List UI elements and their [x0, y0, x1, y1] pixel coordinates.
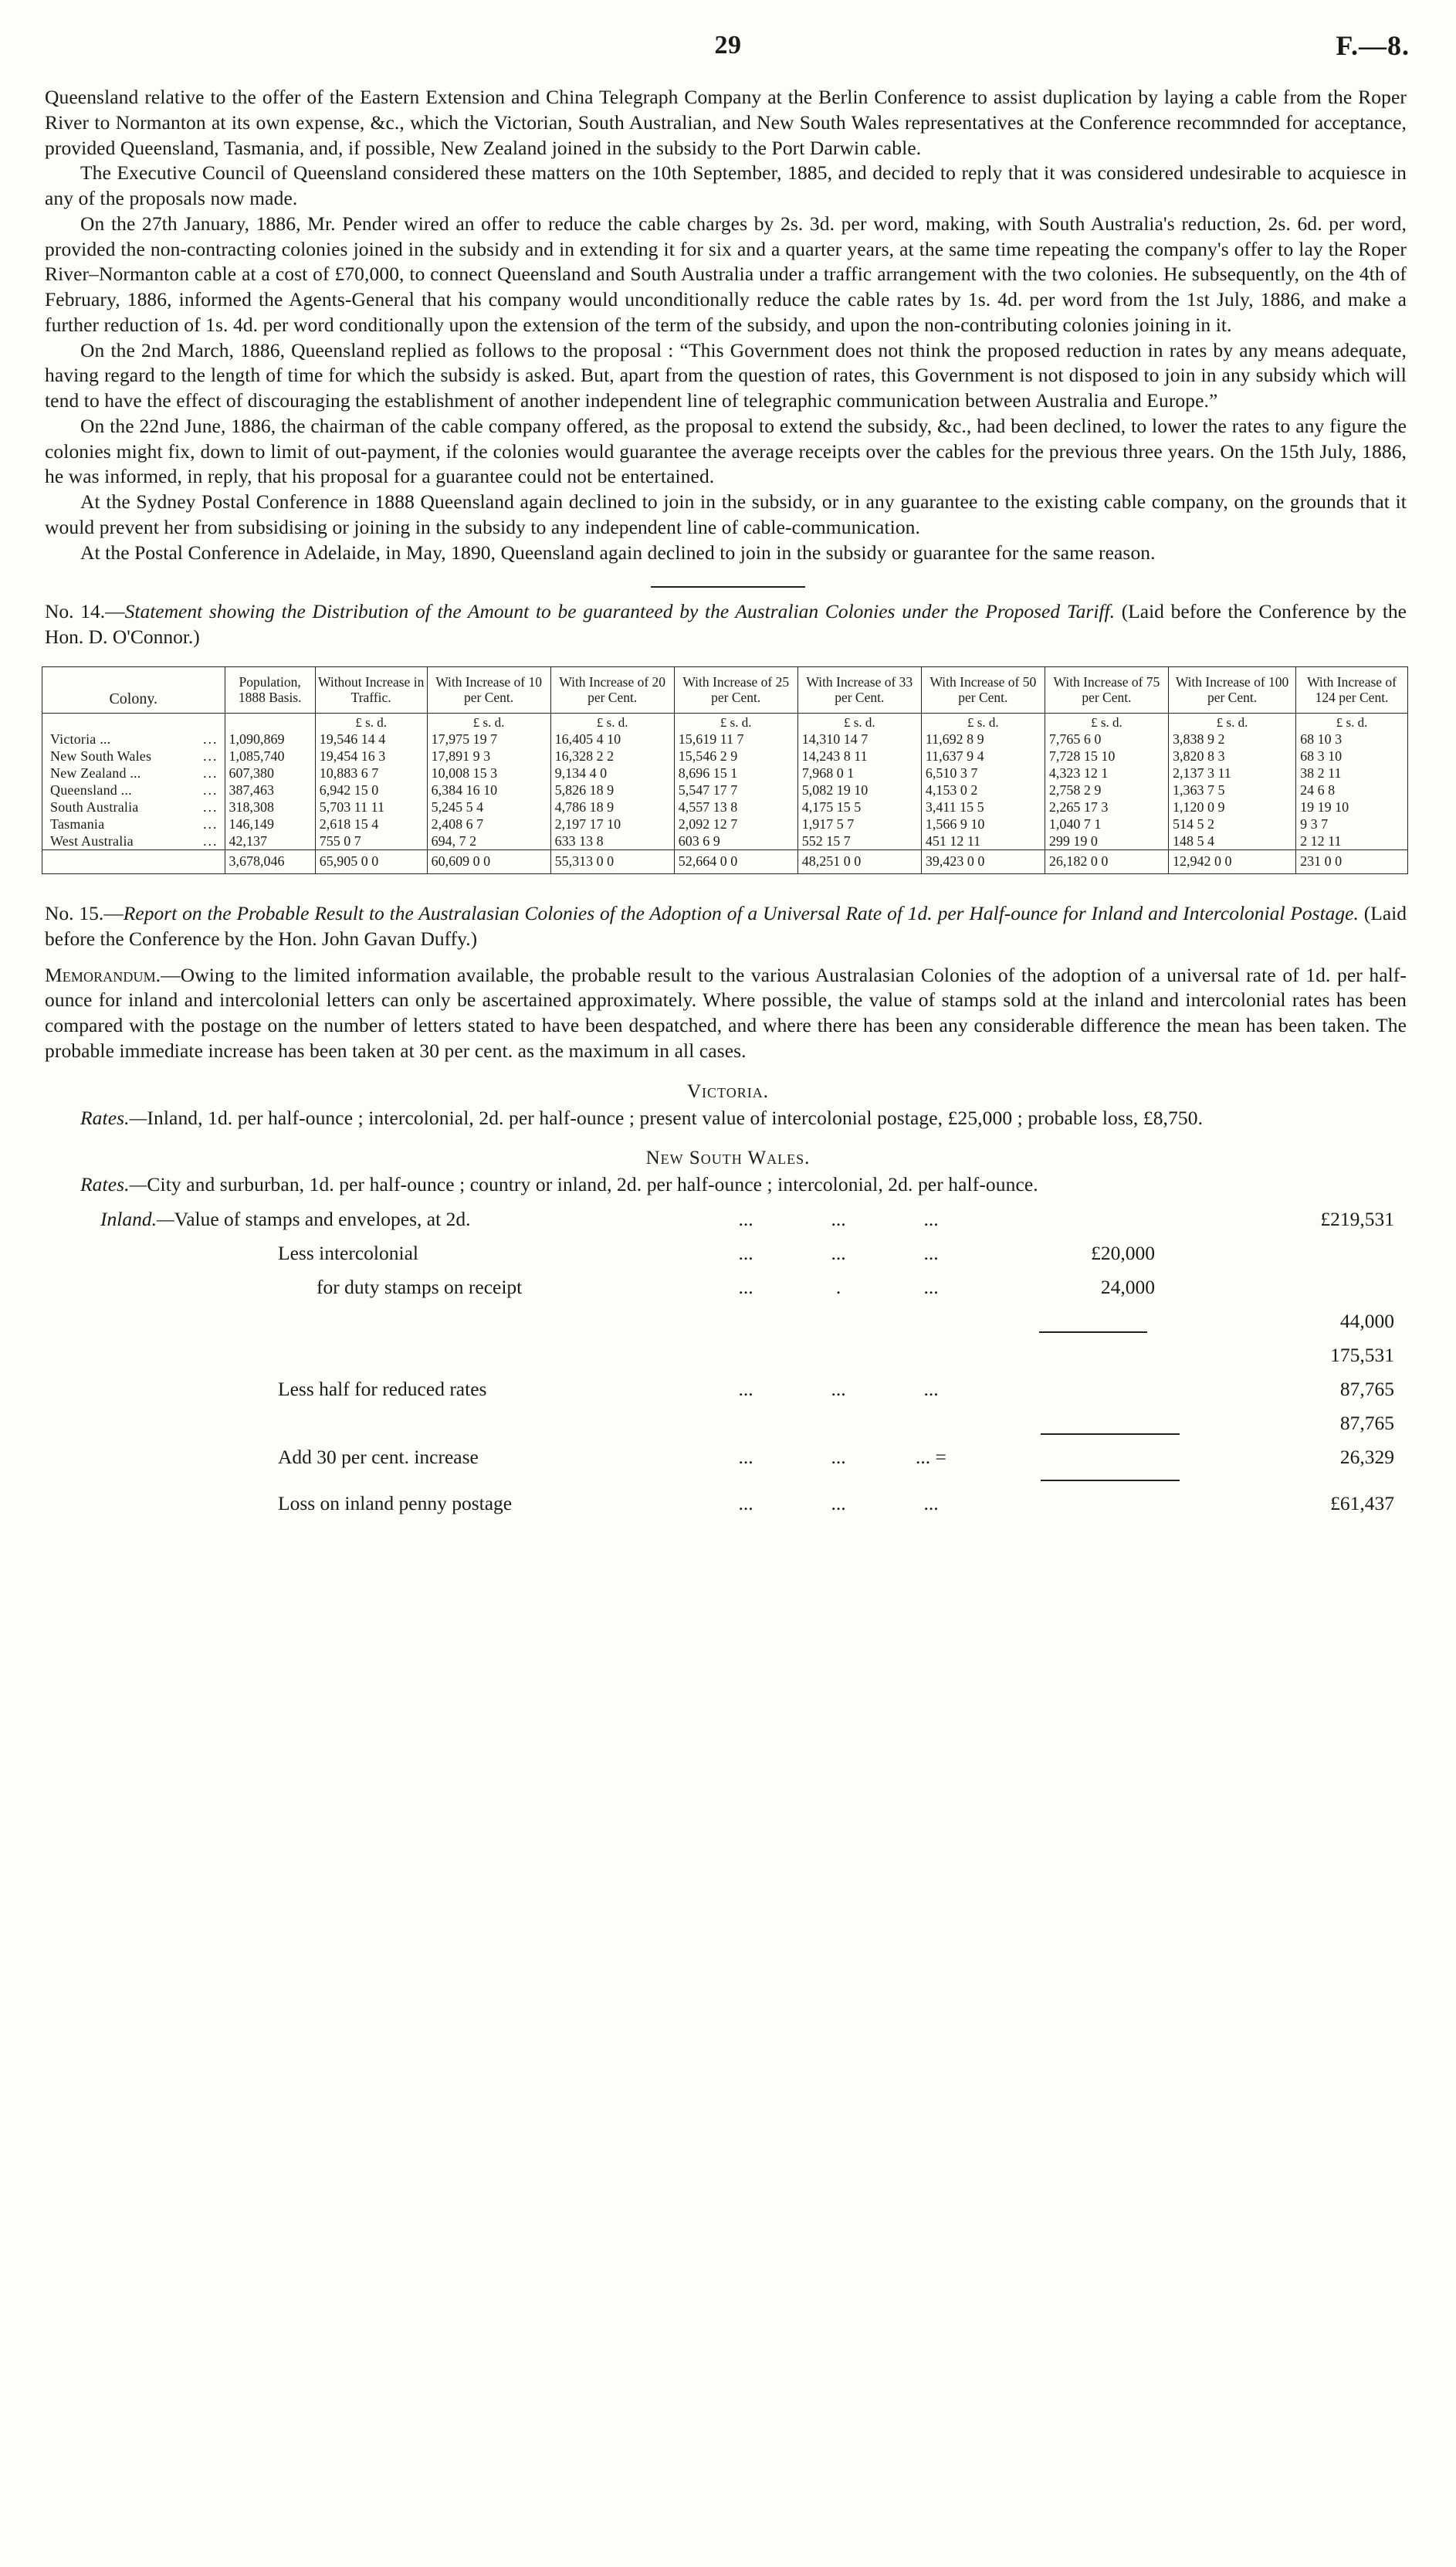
colony-name: South Australia [50, 799, 139, 815]
sd-c100: £ s. d. [1168, 714, 1295, 731]
ledger-final-rule [1041, 1480, 1180, 1481]
ledger-label-less-half: Less half for reduced rates [278, 1378, 487, 1401]
ledger-amount1 [977, 1372, 1201, 1406]
item-15-laid-before: (Laid before the Conference by the Hon. John Gavan Duffy.) [45, 902, 1407, 951]
sd-c10: £ s. d. [427, 714, 550, 731]
memorandum-paragraph [39, 963, 1417, 1064]
ledger-subtotal-44000: 44,000 [1339, 1310, 1394, 1333]
paragraph-1: Queensland relative to the offer of the Eastern Extension and China Telegraph Company at the Berlin Conference to assist duplication by laying a cable from the Roper River to Normanton at its own expense, &c., which the Victorian, South Australian, and New South Wales representatives at the Conference recommnded for acceptance, provided Queensland, Tasmania, and, if possible, New Zealand joined in the subsidy to the Port Darwin cable. [45, 86, 1407, 159]
cell-c50: 1,566 9 10 [921, 816, 1045, 832]
cell-colony [42, 816, 225, 832]
ledger-dots1: ... [738, 1208, 753, 1231]
section-divider [651, 586, 805, 588]
cell-c20: 16,405 4 10 [550, 731, 674, 748]
ledger-dots1: ... [738, 1242, 753, 1265]
cell-c25: 8,696 15 1 [674, 765, 797, 782]
item-15-number: No. 15.— [45, 902, 124, 925]
cell-c33: 7,968 0 1 [797, 765, 921, 782]
ledger-italic-inland: Inland.— [100, 1208, 174, 1231]
ledger-dots1: ... [738, 1446, 753, 1469]
ledger-dots3: ... [923, 1492, 939, 1515]
cell-c33: 1,917 5 7 [797, 816, 921, 832]
cell-c0: 10,883 6 7 [315, 765, 427, 782]
ledger-label-less-intercolonial: Less intercolonial [278, 1242, 418, 1265]
leader-dots: ... [203, 748, 218, 764]
cell-c124: 68 10 3 [1296, 731, 1408, 748]
ledger-dots2: ... [831, 1378, 846, 1401]
cell-colony [42, 799, 225, 816]
item-14-laid-before: (Laid before the Conference by the Hon. D. O'Connor.) [45, 599, 1407, 648]
cell-c20: 2,197 17 10 [550, 816, 674, 832]
cell-c0: 19,546 14 4 [315, 731, 427, 748]
th-increase-75: With Increase of 75 per Cent. [1045, 666, 1168, 713]
cell-c10: 17,975 19 7 [427, 731, 550, 748]
cell-c10: 2,408 6 7 [427, 816, 550, 832]
ledger-dots3: ... [923, 1276, 939, 1299]
cell-c124: 24 6 8 [1296, 782, 1408, 799]
paragraph-2: The Executive Council of Queensland considered these matters on the 10th September, 1885, and decided to reply that it was considered undesirable to acquiesce in any of the proposals now made. [45, 161, 1407, 210]
th-increase-25: With Increase of 25 per Cent. [674, 666, 797, 713]
ledger-label-add30: Add 30 per cent. increase [278, 1446, 479, 1469]
item-15-heading [45, 900, 1407, 951]
colony-name: Victoria ... [50, 731, 111, 747]
ledger-amount2 [1201, 1236, 1417, 1270]
nsw-rates-text: City and surburban, 1d. per half-ounce ; country or inland, 2d. per half-ounce ; intercolonial, 2d. per half-ounce. [147, 1173, 1038, 1196]
sd-c75: £ s. d. [1045, 714, 1168, 731]
cell-c0: 19,454 16 3 [315, 748, 427, 765]
ledger-amount1 [977, 1487, 1201, 1521]
ledger-amount-87765: 87,765 [1339, 1378, 1394, 1401]
cell-c25: 2,092 12 7 [674, 816, 797, 832]
ledger-row-less-intercolonial [39, 1236, 1417, 1270]
cell-population: 146,149 [225, 816, 315, 832]
th-increase-124: With Increase of 124 per Cent. [1296, 666, 1408, 713]
leader-dots: ... [203, 816, 218, 832]
cell-c124: 38 2 11 [1296, 765, 1408, 782]
totals-c100: 12,942 0 0 [1168, 850, 1295, 874]
totals-c124: 231 0 0 [1296, 850, 1408, 874]
ledger-rule-row-1 [39, 1304, 1417, 1338]
victoria-rates [39, 1106, 1417, 1131]
cell-c10: 6,384 16 10 [427, 782, 550, 799]
page-content [39, 31, 1417, 1521]
cell-colony [42, 782, 225, 799]
colony-name: New South Wales [50, 748, 152, 764]
ledger-rule-spacer-3 [39, 1474, 1201, 1487]
nsw-ledger-table [39, 1202, 1417, 1521]
cell-population: 387,463 [225, 782, 315, 799]
table-row [42, 799, 1408, 816]
nsw-heading: New South Wales. [645, 1148, 811, 1169]
paragraph-6: At the Sydney Postal Conference in 1888 Queensland again declined to join in the subsidy, or in any guarantee to the existing cable company, on the grounds that it would prevent her from subsidising or joining in the subsidy to any independent line of cable-communication. [45, 490, 1407, 539]
ledger-text-inland: Value of stamps and envelopes, at 2d. [174, 1208, 471, 1231]
cell-c20: 16,328 2 2 [550, 748, 674, 765]
cell-c100: 1,120 0 9 [1168, 799, 1295, 816]
totals-label [42, 850, 225, 874]
ledger-dots1: ... [738, 1492, 753, 1515]
th-colony: Colony. [42, 666, 225, 713]
totals-c20: 55,313 0 0 [550, 850, 674, 874]
item-14-number: No. 14.— [45, 599, 125, 622]
paragraph-5: On the 22nd June, 1886, the chairman of the cable company offered, as the proposal to extend the subsidy, &c., had been declined, to lower the rates to any figure the colonies might fix, down to limit of out-payment, if the colonies would guarantee the average receipts over the cables for the previous three years. On the 15th July, 1886, he was informed, in reply, that his proposal for a guarantee could not be entertained. [45, 414, 1407, 488]
cell-c20: 4,786 18 9 [550, 799, 674, 816]
cell-c50: 451 12 11 [921, 832, 1045, 850]
cell-c75: 2,265 17 3 [1045, 799, 1168, 816]
th-increase-10: With Increase of 10 per Cent. [427, 666, 550, 713]
ledger-label-inland [39, 1202, 699, 1236]
cell-c50: 3,411 15 5 [921, 799, 1045, 816]
leader-dots: ... [203, 799, 218, 815]
ledger-dots1: ... [738, 1378, 753, 1401]
ledger-subtotal-rule [1039, 1331, 1147, 1333]
ledger-amount-61437: £61,437 [1330, 1492, 1394, 1515]
ledger-total-rule [1041, 1433, 1180, 1435]
ledger-dots3-equals: ... = [916, 1446, 946, 1469]
ledger-spacer [39, 1338, 1201, 1372]
cell-c10: 17,891 9 3 [427, 748, 550, 765]
ledger-dots2: . [835, 1276, 841, 1299]
cell-c100: 148 5 4 [1168, 832, 1295, 850]
table-header-row [42, 666, 1408, 713]
leader-dots: ... [203, 782, 218, 798]
cell-c75: 299 19 0 [1045, 832, 1168, 850]
cell-c124: 9 3 7 [1296, 816, 1408, 832]
th-increase-20: With Increase of 20 per Cent. [550, 666, 674, 713]
cell-c25: 15,546 2 9 [674, 748, 797, 765]
distribution-table [42, 666, 1408, 874]
cell-c50: 6,510 3 7 [921, 765, 1045, 782]
colony-name: Tasmania [50, 816, 105, 832]
cell-c124: 68 3 10 [1296, 748, 1408, 765]
sd-blank-colony [42, 714, 225, 731]
cell-population: 318,308 [225, 799, 315, 816]
cell-c33: 4,175 15 5 [797, 799, 921, 816]
item-15-title: Report on the Probable Result to the Australasian Colonies of the Adoption of a Universal Rate of 1d. per Half-ounce for Inland and Intercolonial Postage. [123, 902, 1359, 925]
memorandum-text: Owing to the limited information available, the probable result to the various Australasian Colonies of the adoption of a universal rate of 1d. per half-ounce for inland and intercolonial letters can only be ascertained approximately. Where possible, the value of stamps sold at the inland and intercolonial rates has been compared with the postage on the number of letters stated to have been despatched, and where there has been any considerable difference the mean has been taken. The probable immediate increase has been taken at 30 per cent. as the maximum in all cases. [45, 963, 1407, 1062]
ledger-amount1 [977, 1440, 1201, 1474]
ledger-row-duty-stamps [39, 1270, 1417, 1304]
cell-c20: 5,826 18 9 [550, 782, 674, 799]
page-header [39, 31, 1417, 77]
totals-c10: 60,609 0 0 [427, 850, 550, 874]
cell-c100: 514 5 2 [1168, 816, 1295, 832]
nsw-rates-label: Rates.— [80, 1173, 147, 1196]
sd-c33: £ s. d. [797, 714, 921, 731]
cell-population: 607,380 [225, 765, 315, 782]
leader-dots: ... [203, 765, 218, 781]
sd-c25: £ s. d. [674, 714, 797, 731]
ledger-amount1: 24,000 [1100, 1276, 1155, 1299]
cell-c25: 4,557 13 8 [674, 799, 797, 816]
cell-c124: 2 12 11 [1296, 832, 1408, 850]
cell-c50: 11,637 9 4 [921, 748, 1045, 765]
colony-name: New Zealand ... [50, 765, 141, 781]
item-14-title: Statement showing the Distribution of the Amount to be guaranteed by the Australian Colonies under the Proposed Tariff. [124, 599, 1115, 622]
cell-colony [42, 748, 225, 765]
totals-population: 3,678,046 [225, 850, 315, 874]
th-increase-100: With Increase of 100 per Cent. [1168, 666, 1295, 713]
th-population: Population, 1888 Basis. [225, 666, 315, 713]
totals-c50: 39,423 0 0 [921, 850, 1045, 874]
cell-population: 1,090,869 [225, 731, 315, 748]
cell-c25: 5,547 17 7 [674, 782, 797, 799]
ledger-rule-spacer [39, 1304, 1201, 1338]
ledger-dots3: ... [923, 1208, 939, 1231]
totals-c33: 48,251 0 0 [797, 850, 921, 874]
cell-c75: 7,728 15 10 [1045, 748, 1168, 765]
table-row [42, 731, 1408, 748]
leader-dots: ... [203, 731, 218, 747]
victoria-rates-text: Inland, 1d. per half-ounce ; intercolonial, 2d. per half-ounce ; present value of intercolonial postage, £25,000 ; probable loss, £8,750. [147, 1106, 1204, 1129]
ledger-dots2: ... [831, 1242, 846, 1265]
cell-population: 42,137 [225, 832, 315, 850]
ledger-row-inland [39, 1202, 1417, 1236]
ledger-label-duty-stamps: for duty stamps on receipt [317, 1276, 523, 1299]
cell-c10: 10,008 15 3 [427, 765, 550, 782]
ledger-row-less-half [39, 1372, 1417, 1406]
cell-c33: 14,310 14 7 [797, 731, 921, 748]
th-without-increase: Without Increase in Traffic. [315, 666, 427, 713]
cell-colony [42, 731, 225, 748]
nsw-rates [39, 1172, 1417, 1198]
cell-c100: 1,363 7 5 [1168, 782, 1295, 799]
table-row [42, 748, 1408, 765]
paragraph-3: On the 27th January, 1886, Mr. Pender wired an offer to reduce the cable charges by 2s. 3d. per word, making, with South Australia's reduction, 2s. 6d. per word, provided the non-contracting colonies joined in the subsidy and in extending it for six and a quarter years, at the same time repeating the company's offer to lay the Roper River–Normanton cable at a cost of £70,000, to connect Queensland and South Australia under a traffic arrangement with the two colonies. He subsequently, on the 4th of February, 1886, informed the Agents-General that his company would unconditionally reduce the cable rates by 1s. 4d. per word from the 1st July, 1886, and make a further reduction of 1s. 4d. per word conditionally upon the extension of the term of the subsidy, and upon the non-contributing colonies joining in it. [45, 212, 1407, 336]
ledger-rule-spacer-2 [39, 1406, 1201, 1440]
page-number: 29 [714, 31, 742, 59]
ledger-row-add30 [39, 1440, 1417, 1474]
sd-blank-population [225, 714, 315, 731]
ledger-total-175531: 175,531 [1330, 1344, 1394, 1367]
ledger-rule-row-3 [39, 1474, 1417, 1487]
cell-c100: 3,820 8 3 [1168, 748, 1295, 765]
th-increase-50: With Increase of 50 per Cent. [921, 666, 1045, 713]
sd-c124: £ s. d. [1296, 714, 1408, 731]
item-14-heading [45, 599, 1407, 649]
cell-c20: 9,134 4 0 [550, 765, 674, 782]
ledger-amount2: £219,531 [1320, 1208, 1394, 1231]
table-currency-row [42, 714, 1408, 731]
document-reference: F.—8. [1336, 30, 1410, 61]
ledger-rule-row-2 [39, 1406, 1417, 1440]
cell-colony [42, 765, 225, 782]
ledger-dots2: ... [831, 1492, 846, 1515]
cell-c50: 4,153 0 2 [921, 782, 1045, 799]
cell-c25: 15,619 11 7 [674, 731, 797, 748]
cell-c0: 6,942 15 0 [315, 782, 427, 799]
totals-c0: 65,905 0 0 [315, 850, 427, 874]
cell-c100: 2,137 3 11 [1168, 765, 1295, 782]
sd-c20: £ s. d. [550, 714, 674, 731]
cell-population: 1,085,740 [225, 748, 315, 765]
paragraph-4: On the 2nd March, 1886, Queensland replied as follows to the proposal : “This Government does not think the proposed reduction in rates by any means adequate, having regard to the length of time for which the subsidy is asked. But, apart from the question of rates, this Government is not disposed to join in any subsidy which will tend to have the effect of discouraging the establishment of another independent line of telegraphic communication between Australia and Europe.” [45, 338, 1407, 412]
ledger-rule-amount-spacer [1201, 1474, 1417, 1487]
nsw-ledger [39, 1202, 1417, 1521]
memorandum-label: Memorandum.— [45, 963, 181, 986]
cell-c33: 14,243 8 11 [797, 748, 921, 765]
table-row [42, 765, 1408, 782]
table-row [42, 816, 1408, 832]
sd-c50: £ s. d. [921, 714, 1045, 731]
cell-c10: 5,245 5 4 [427, 799, 550, 816]
cell-c25: 603 6 9 [674, 832, 797, 850]
ledger-amount2 [1201, 1270, 1417, 1304]
ledger-row-loss [39, 1487, 1417, 1521]
cell-c75: 2,758 2 9 [1045, 782, 1168, 799]
cell-c100: 3,838 9 2 [1168, 731, 1295, 748]
th-increase-33: With Increase of 33 per Cent. [797, 666, 921, 713]
victoria-rates-label: Rates.— [80, 1106, 147, 1129]
paragraph-7: At the Postal Conference in Adelaide, in May, 1890, Queensland again declined to join in the subsidy or guarantee for the same reason. [80, 541, 1156, 564]
ledger-amount1: £20,000 [1091, 1242, 1155, 1265]
cell-c50: 11,692 8 9 [921, 731, 1045, 748]
leader-dots: ... [203, 832, 218, 849]
ledger-dots3: ... [923, 1378, 939, 1401]
ledger-total-87765: 87,765 [1339, 1412, 1394, 1435]
cell-colony [42, 832, 225, 850]
totals-c25: 52,664 0 0 [674, 850, 797, 874]
cell-c0: 2,618 15 4 [315, 816, 427, 832]
cell-c33: 5,082 19 10 [797, 782, 921, 799]
ledger-dots1: ... [738, 1276, 753, 1299]
ledger-dots2: ... [831, 1208, 846, 1231]
ledger-amount1 [977, 1202, 1201, 1236]
cell-c75: 1,040 7 1 [1045, 816, 1168, 832]
colony-name: West Australia [50, 832, 134, 849]
ledger-dots3: ... [923, 1242, 939, 1265]
ledger-row-175531 [39, 1338, 1417, 1372]
cell-c0: 755 0 7 [315, 832, 427, 850]
cell-c10: 694, 7 2 [427, 832, 550, 850]
victoria-heading: Victoria. [687, 1080, 769, 1102]
cell-c33: 552 15 7 [797, 832, 921, 850]
table-row [42, 832, 1408, 850]
cell-c75: 4,323 12 1 [1045, 765, 1168, 782]
cell-c20: 633 13 8 [550, 832, 674, 850]
table-totals-row [42, 850, 1408, 874]
ledger-label-loss: Loss on inland penny postage [278, 1492, 513, 1515]
sd-c0: £ s. d. [315, 714, 427, 731]
totals-c75: 26,182 0 0 [1045, 850, 1168, 874]
colony-name: Queensland ... [50, 782, 132, 798]
ledger-dots2: ... [831, 1446, 846, 1469]
cell-c124: 19 19 10 [1296, 799, 1408, 816]
cell-c75: 7,765 6 0 [1045, 731, 1168, 748]
table-row [42, 782, 1408, 799]
cell-c0: 5,703 11 11 [315, 799, 427, 816]
ledger-amount-26329: 26,329 [1339, 1446, 1394, 1469]
